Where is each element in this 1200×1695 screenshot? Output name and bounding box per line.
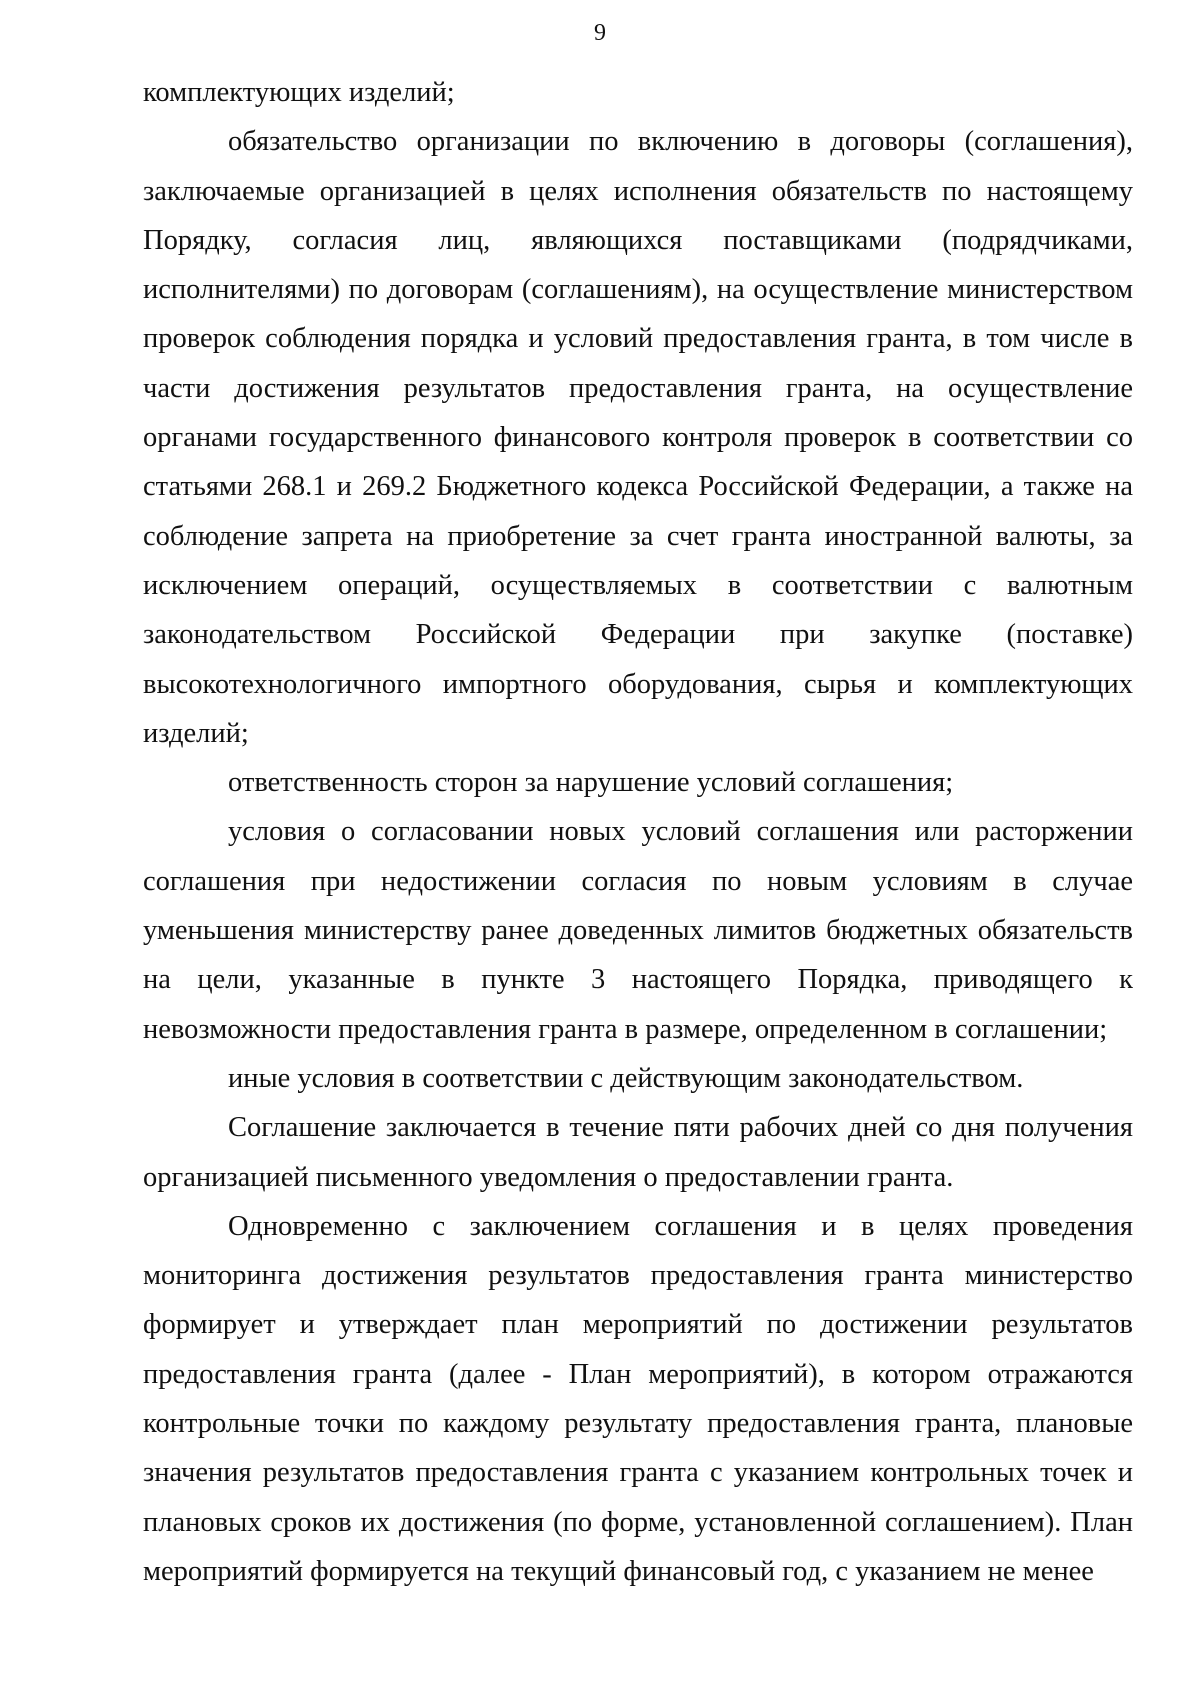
paragraph-responsibility: ответственность сторон за нарушение условий соглашения; bbox=[228, 767, 954, 799]
paragraph-continuation: комплектующих изделий; bbox=[143, 77, 455, 108]
paragraph-agreement-term: Соглашение заключается в течение пяти рабочих дней со дня получения организацией письменного уведомления о предоставлении гранта. bbox=[143, 1112, 1133, 1193]
paragraph-action-plan: Одновременно с заключением соглашения и в целях проведения мониторинга достижения результатов предоставления гранта министерство формирует и утверждает план мероприятий по достижении результатов предоставления гранта (далее - План мероприятий), в котором отражаются контрольные точки по каждому результату предоставления гранта, плановые значения результатов предоставления гранта с указанием контрольных точек и плановых сроков их достижения (по форме, установленной соглашением). План мероприятий формируется на текущий финансовый год, с указанием не менее bbox=[143, 1210, 1133, 1587]
paragraph-obligation-consent: обязательство организации по включению в договоры (соглашения), заключаемые организацией в целях исполнения обязательств по настоящему Порядку, согласия лиц, являющихся поставщиками (подрядчиками, исполнителями) по договорам (соглашениям), на осуществление министерством проверок соблюдения порядка и условий предоставления гранта, в том числе в части достижения результатов предоставления гранта, на осуществление органами государственного финансового контроля проверок в соответствии со статьями 268.1 и 269.2 Бюджетного кодекса Российской Федерации, а также на соблюдение запрета на приобретение за счет гранта иностранной валюты, за исключением операций, осуществляемых в соответствии с валютным законодательством Российской Федерации при закупке (поставке) высокотехнологичного импортного оборудования, сырья и комплектующих изделий; bbox=[143, 126, 1133, 749]
page-number: 9 bbox=[594, 20, 606, 46]
paragraph-other-conditions: иные условия в соответствии с действующим законодательством. bbox=[228, 1062, 1024, 1094]
document-body bbox=[143, 68, 1133, 1596]
paragraph-new-conditions: условия о согласовании новых условий соглашения или расторжении соглашения при недостижении согласия по новым условиям в случае уменьшения министерству ранее доведенных лимитов бюджетных обязательств на цели, указанные в пункте 3 настоящего Порядка, приводящего к невозможности предоставления гранта в размере, определенном в соглашении; bbox=[143, 816, 1133, 1045]
